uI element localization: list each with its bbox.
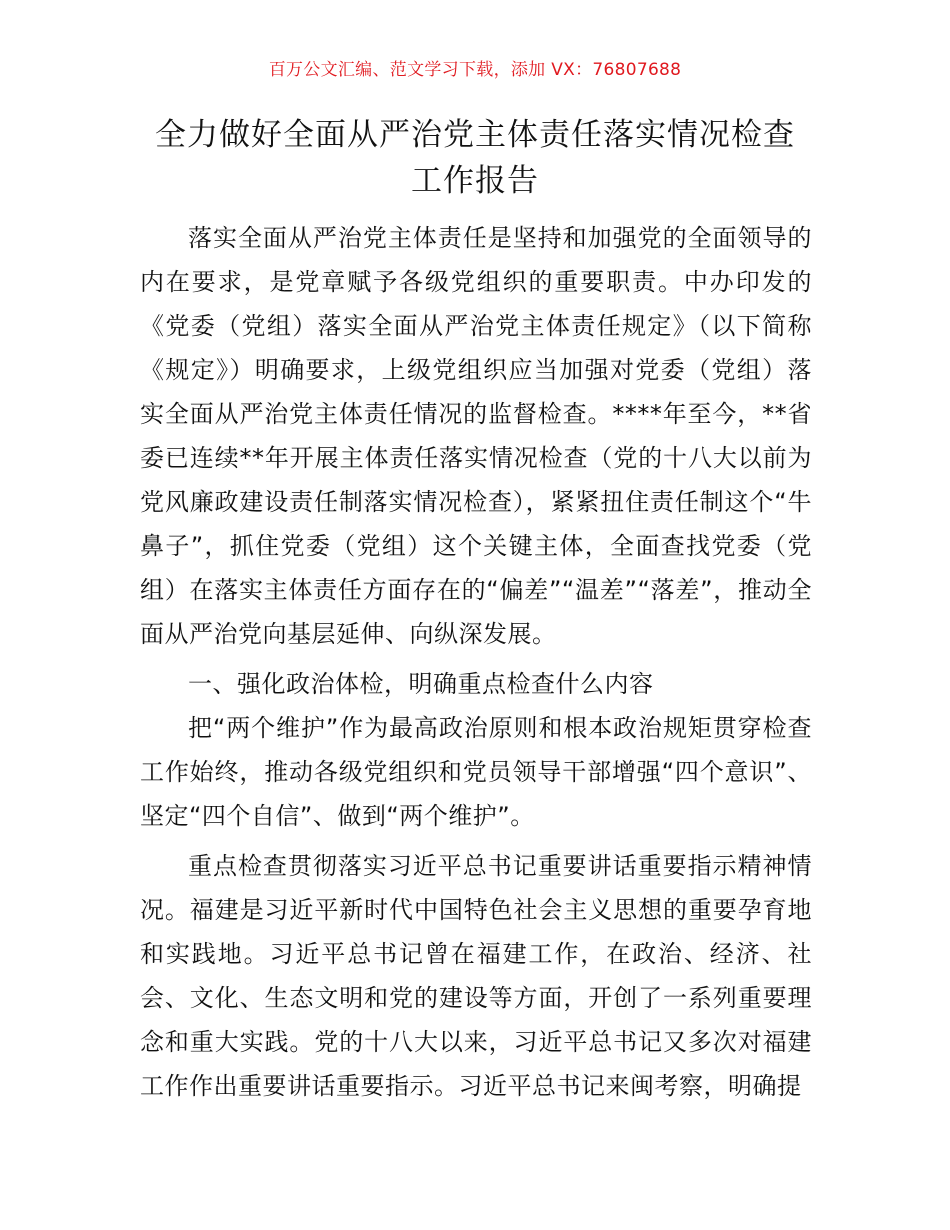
paragraph-key-inspection: 重点检查贯彻落实习近平总书记重要讲话重要指示精神情况。福建是习近平新时代中国特色社会主义思想的重要孕育地和实践地。习近平总书记曾在福建工作，在政治、经济、社会、文化、生态文明和党的建设等方面，开创了一系列重要理念和重大实践。党的十八大以来，习近平总书记又多次对福建工作作出重要讲话重要指示。习近平总书记来闽考察，明确提 — [140, 852, 812, 1100]
document-title — [120, 112, 830, 204]
document-body — [140, 216, 812, 1108]
watermark-banner: 百万公文汇编、范文学习下载，添加 VX：76807688 — [268, 60, 682, 80]
section-heading-1: 一、强化政治体检，明确重点检查什么内容 — [188, 670, 654, 698]
title-line-2: 工作报告 — [411, 163, 539, 199]
paragraph-intro: 落实全面从严治党主体责任是坚持和加强党的全面领导的内在要求，是党章赋予各级党组织的重要职责。中办印发的《党委（党组）落实全面从严治党主体责任规定》（以下简称《规定》）明确要求，上级党组织应当加强对党委（党组）落实全面从严治党主体责任情况的监督检查。****年至今，**省委已连续**年开展主体责任落实情况检查（党的十八大以前为党风廉政建设责任制落实情况检查），紧紧扭住责任制这个“牛鼻子”，抓住党委（党组）这个关键主体，全面查找党委（党组）在落实主体责任方面存在的“偏差”“温差”“落差”，推动全面从严治党向基层延伸、向纵深发展。 — [140, 224, 812, 648]
title-line-1: 全力做好全面从严治党主体责任落实情况检查 — [155, 117, 795, 153]
paragraph-two-safeguards: 把“两个维护”作为最高政治原则和根本政治规矩贯穿检查工作始终，推动各级党组织和党员领导干部增强“四个意识”、坚定“四个自信”、做到“两个维护”。 — [140, 714, 812, 830]
